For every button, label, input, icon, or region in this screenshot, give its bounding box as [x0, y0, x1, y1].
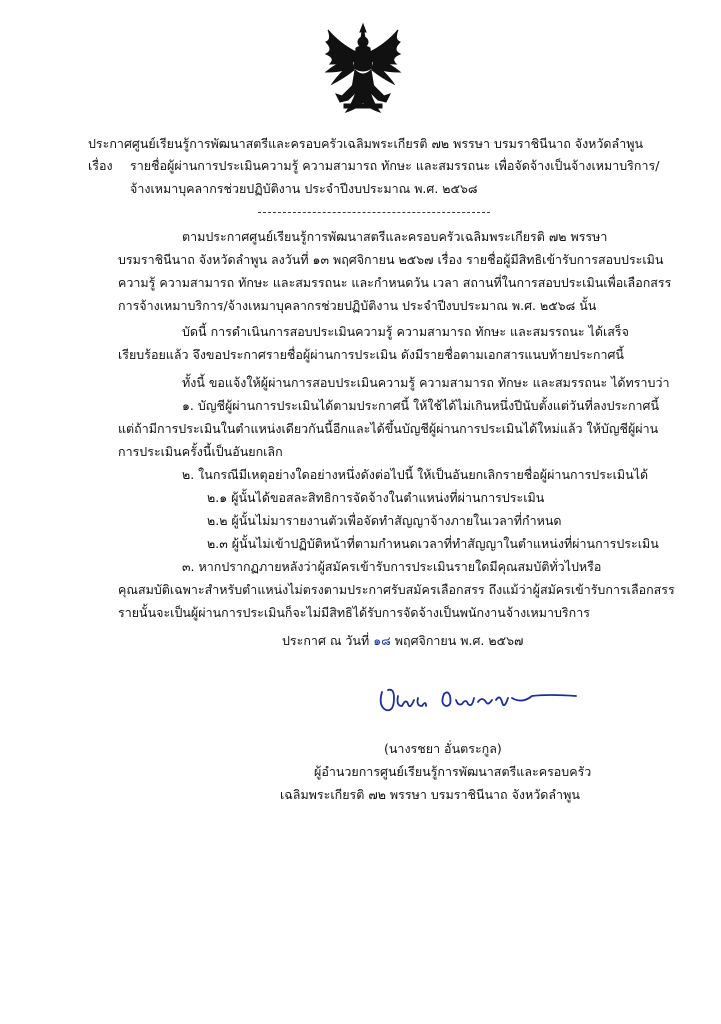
signatory-position-line-1: ผู้อำนวยการศูนย์เรียนรู้การพัฒนาสตรีและครอบครัว: [314, 764, 592, 779]
item-3-line-3: รายนั้นจะเป็นผู้ผ่านการประเมินก็จะไม่มีสิทธิได้รับการจัดจ้างเป็นพนักงานจ้างเหมาบริการ: [118, 605, 590, 620]
signatory-name: (นางรชยา อั่นตระกูล): [384, 741, 502, 756]
item-2-3: ๒.๓ ผู้นั้นไม่เข้าปฏิบัติหน้าที่ตามกำหนดเวลาที่ทำสัญญาในตำแหน่งที่ผ่านการประเมิน: [207, 536, 659, 551]
garuda-emblem-icon: [322, 22, 404, 114]
header-title: ประกาศศูนย์เรียนรู้การพัฒนาสตรีและครอบครัวเฉลิมพระเกียรติ ๗๒ พรรษา บรมราชินีนาถ จังหวัดลำพูน: [88, 136, 644, 151]
date-suffix: พฤศจิกายน พ.ศ. ๒๕๖๗: [394, 633, 524, 648]
item-2-2: ๒.๒ ผู้นั้นไม่มารายงานตัวเพื่อจัดทำสัญญาจ้างภายในเวลาที่กำหนด: [207, 513, 562, 528]
paragraph-3: ทั้งนี้ ขอแจ้งให้ผู้ผ่านการสอบประเมินความรู้ ความสามารถ ทักษะ และสมรรถนะ ได้ทราบว่า: [182, 375, 670, 390]
date-day: ๑๘: [373, 633, 391, 648]
paragraph-2-line-1: บัดนี้ การดำเนินการสอบประเมินความรู้ ความสามารถ ทักษะ และสมรรถนะ ได้เสร็จ: [182, 324, 629, 339]
item-1-line-2: แต่ถ้ามีการประเมินในตำแหน่งเดียวกันนี้อีกและได้ขึ้นบัญชีผู้ผ่านการประเมินได้ใหม่แล้ว ให้บัญชีผู้ผ่าน: [118, 421, 659, 436]
item-3-line-1: ๓. หากปรากฏภายหลังว่าผู้สมัครเข้ารับการประเมินรายใดมีคุณสมบัติทั่วไปหรือ: [182, 559, 602, 574]
paragraph-1-line-2: บรมราชินีนาถ จังหวัดลำพูน ลงวันที่ ๑๓ พฤศจิกายน ๒๕๖๗ เรื่อง รายชื่อผู้มีสิทธิเข้ารับการสอบประเมิน: [118, 252, 664, 267]
header-subject-line-2: จ้างเหมาบุคลากรช่วยปฏิบัติงาน ประจำปีงบประมาณ พ.ศ. ๒๕๖๘: [130, 181, 478, 196]
header-subject-label: เรื่อง: [88, 158, 113, 173]
header-divider: [258, 212, 490, 213]
signatory-position-line-2: เฉลิมพระเกียรติ ๗๒ พรรษา บรมราชินีนาถ จังหวัดลำพูน: [280, 787, 580, 802]
paragraph-1-line-1: ตามประกาศศูนย์เรียนรู้การพัฒนาสตรีและครอบครัวเฉลิมพระเกียรติ ๗๒ พรรษา: [182, 229, 608, 244]
item-3-line-2: คุณสมบัติเฉพาะสำหรับตำแหน่งไม่ตรงตามประกาศรับสมัครเลือกสรร ถึงแม้ว่าผู้สมัครเข้ารับการเลือกสรร: [118, 582, 675, 597]
date-prefix: ประกาศ ณ วันที่: [282, 633, 370, 648]
paragraph-1-line-3: ความรู้ ความสามารถ ทักษะ และสมรรถนะ และกำหนดวัน เวลา สถานที่ในการสอบประเมินเพื่อเลือกสรร: [118, 275, 672, 290]
header-subject-line-1: รายชื่อผู้ผ่านการประเมินความรู้ ความสามารถ ทักษะ และสมรรถนะ เพื่อจัดจ้างเป็นจ้างเหมาบริการ/: [130, 158, 660, 173]
item-1-line-3: การประเมินครั้งนี้เป็นอันยกเลิก: [118, 444, 283, 459]
item-2: ๒. ในกรณีมีเหตุอย่างใดอย่างหนึ่งดังต่อไปนี้ ให้เป็นอันยกเลิกรายชื่อผู้ผ่านการประเมินได้: [182, 467, 649, 482]
announcement-date: [282, 632, 523, 650]
item-2-1: ๒.๑ ผู้นั้นได้ขอสละสิทธิการจัดจ้างในตำแหน่งที่ผ่านการประเมิน: [207, 490, 545, 505]
handwritten-signature-icon: [372, 676, 580, 720]
item-1-line-1: ๑. บัญชีผู้ผ่านการประเมินได้ตามประกาศนี้ ให้ใช้ได้ไม่เกินหนึ่งปีนับตั้งแต่วันที่ลงประกาศนี้: [182, 398, 660, 413]
paragraph-2-line-2: เรียบร้อยแล้ว จึงขอประกาศรายชื่อผู้ผ่านการประเมิน ดังมีรายชื่อตามเอกสารแนบท้ายประกาศนี้: [118, 347, 624, 362]
paragraph-1-line-4: การจ้างเหมาบริการ/จ้างเหมาบุคลากรช่วยปฏิบัติงาน ประจำปีงบประมาณ พ.ศ. ๒๕๖๘ นั้น: [118, 298, 597, 313]
